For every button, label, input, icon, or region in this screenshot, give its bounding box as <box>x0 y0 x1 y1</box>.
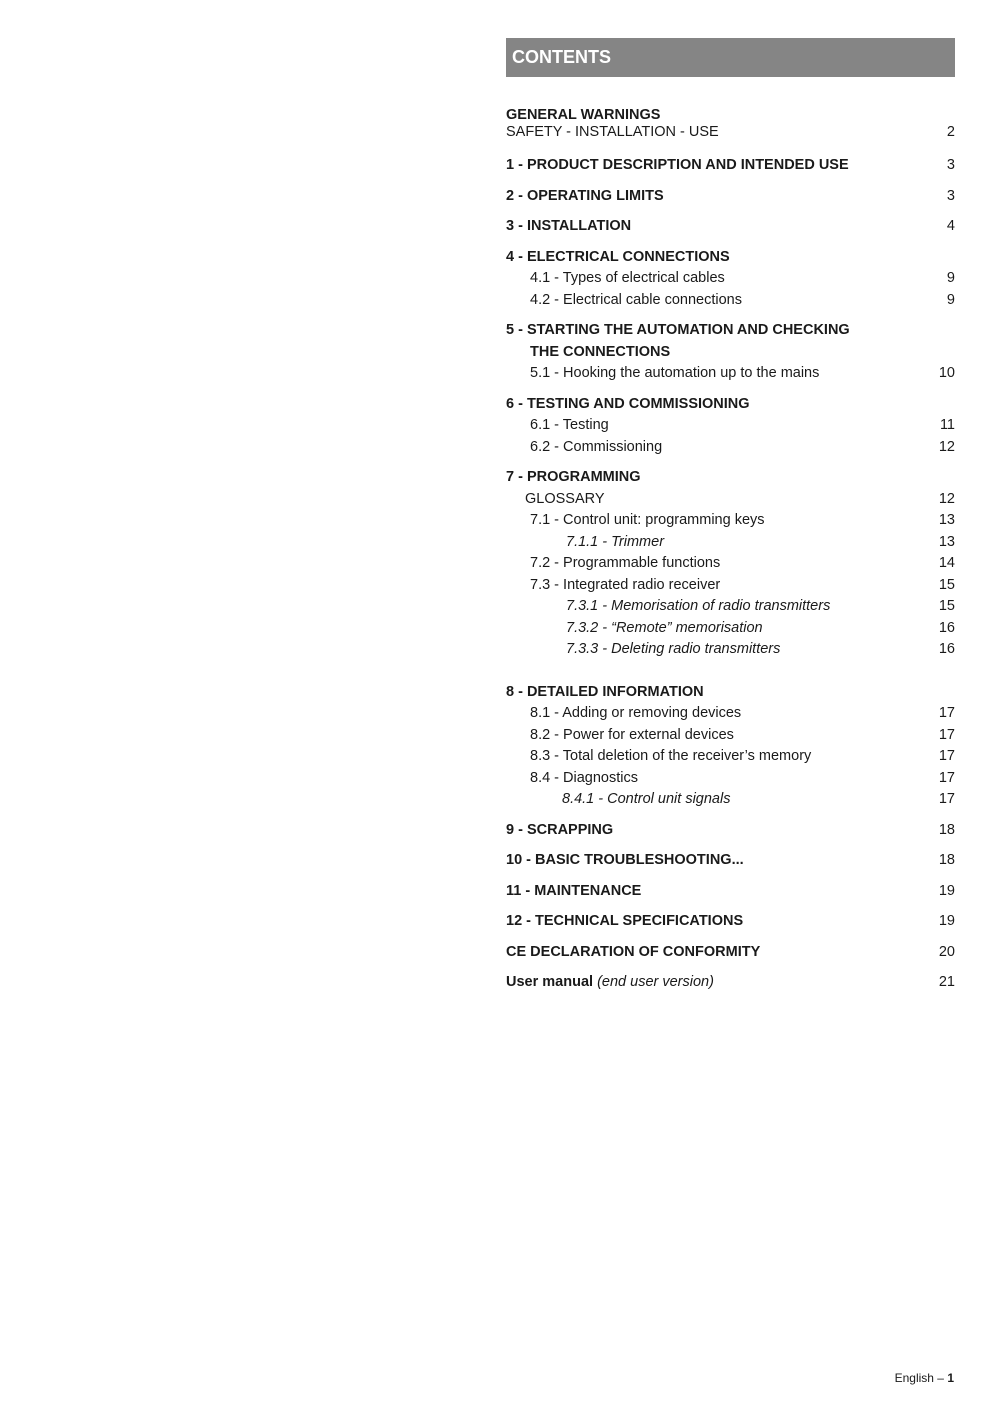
toc-page: 13 <box>938 533 955 550</box>
toc-page: 15 <box>938 598 955 614</box>
toc-entry-7-3 <box>506 575 955 597</box>
contents-header: CONTENTS <box>506 38 955 77</box>
toc-title: GENERAL WARNINGS <box>506 107 661 123</box>
toc-title: 11 - MAINTENANCE <box>506 882 642 899</box>
footer-language: English – <box>894 1371 944 1385</box>
toc-page: 16 <box>938 619 955 636</box>
toc-page: 12 <box>938 438 955 455</box>
toc-entry-4-2 <box>506 290 955 312</box>
toc-title: 2 - OPERATING LIMITS <box>506 187 664 204</box>
toc-entry-ce <box>506 942 955 964</box>
footer-page-number: 1 <box>947 1371 954 1385</box>
toc-entry-7-2 <box>506 553 955 575</box>
toc-title: 4.1 - Types of electrical cables <box>530 270 725 286</box>
toc-entry-3 <box>506 216 955 238</box>
toc-entry-11 <box>506 881 955 903</box>
toc-entry-12 <box>506 911 955 933</box>
toc-title: 3 - INSTALLATION <box>506 218 632 234</box>
toc-page: 17 <box>938 748 955 764</box>
toc-title <box>506 972 915 994</box>
toc-page: 3 <box>946 187 955 204</box>
toc-title: 12 - TECHNICAL SPECIFICATIONS <box>506 913 744 929</box>
toc-title: 7.2 - Programmable functions <box>530 555 721 571</box>
toc-title: 5.1 - Hooking the automation up to the mains <box>530 365 820 381</box>
toc-entry-general-warnings <box>506 107 955 124</box>
user-manual-label: User manual <box>506 974 594 990</box>
toc-page: 18 <box>938 821 955 838</box>
toc-page: 17 <box>938 726 955 743</box>
toc-title: 8.1 - Adding or removing devices <box>530 705 742 721</box>
toc-entry-7-1-1 <box>506 532 955 554</box>
toc-entry-5-cont <box>506 342 955 364</box>
toc-page: 14 <box>938 555 955 571</box>
toc-entry-6-1 <box>506 415 955 437</box>
toc-title: 6.2 - Commissioning <box>530 438 663 455</box>
toc-page: 12 <box>938 490 955 507</box>
toc-title: 7 - PROGRAMMING <box>506 469 641 485</box>
toc-page: 19 <box>938 913 955 929</box>
toc-entry-1 <box>506 155 955 177</box>
toc-page: 18 <box>938 852 955 868</box>
toc-title: 7.3.2 - “Remote” memorisation <box>566 619 763 636</box>
toc-entry-4-1 <box>506 268 955 290</box>
toc-entry-2 <box>506 186 955 208</box>
toc-title: 7.3.3 - Deleting radio transmitters <box>566 641 781 657</box>
toc-entry-safety <box>506 124 955 141</box>
toc-title: 4 - ELECTRICAL CONNECTIONS <box>506 248 730 265</box>
toc-title: 1 - PRODUCT DESCRIPTION AND INTENDED USE <box>506 157 849 173</box>
toc-page: 17 <box>938 705 955 721</box>
toc-title: 7.1.1 - Trimmer <box>566 533 665 550</box>
toc-page: 3 <box>946 157 955 173</box>
toc-title: 5 - STARTING THE AUTOMATION AND CHECKING <box>506 322 850 338</box>
toc-title: SAFETY - INSTALLATION - USE <box>506 124 719 140</box>
toc-title: CE DECLARATION OF CONFORMITY <box>506 943 761 960</box>
toc-page: 9 <box>946 270 955 286</box>
toc-page: 10 <box>938 365 955 381</box>
toc-title: 10 - BASIC TROUBLESHOOTING... <box>506 852 744 868</box>
toc-entry-8-1 <box>506 703 955 725</box>
toc-title: GLOSSARY <box>525 490 605 507</box>
toc-page: 13 <box>938 512 955 528</box>
table-of-contents <box>506 107 955 994</box>
toc-entry-7-3-2 <box>506 618 955 640</box>
toc-entry-4 <box>506 247 955 269</box>
toc-entry-8 <box>506 682 955 704</box>
toc-title: 8 - DETAILED INFORMATION <box>506 683 704 700</box>
toc-entry-10 <box>506 850 955 872</box>
user-manual-note: (end user version) <box>597 974 714 990</box>
toc-entry-6 <box>506 394 955 416</box>
toc-page: 17 <box>938 791 955 807</box>
toc-page: 9 <box>946 291 955 308</box>
toc-title: 7.1 - Control unit: programming keys <box>530 512 765 528</box>
toc-page: 15 <box>938 576 955 593</box>
toc-title: 6.1 - Testing <box>530 417 609 433</box>
toc-title: 4.2 - Electrical cable connections <box>530 291 742 308</box>
toc-page: 16 <box>938 641 955 657</box>
toc-page: 21 <box>938 974 955 990</box>
toc-page: 11 <box>939 417 955 433</box>
toc-entry-7-1 <box>506 510 955 532</box>
toc-title: 7.3.1 - Memorisation of radio transmitters <box>566 598 831 614</box>
toc-title: 8.4 - Diagnostics <box>530 769 638 786</box>
toc-entry-glossary <box>506 489 955 511</box>
toc-title: 8.3 - Total deletion of the receiver’s memory <box>530 748 812 764</box>
page-footer <box>895 1371 954 1385</box>
toc-title: 8.2 - Power for external devices <box>530 726 734 743</box>
toc-page: 20 <box>938 943 955 960</box>
toc-entry-5 <box>506 320 955 342</box>
toc-page: 4 <box>946 218 955 234</box>
toc-title: 6 - TESTING AND COMMISSIONING <box>506 395 750 412</box>
toc-page: 2 <box>946 124 955 140</box>
toc-entry-7-3-3 <box>506 639 955 661</box>
toc-entry-7-3-1 <box>506 596 955 618</box>
toc-entry-8-2 <box>506 725 955 747</box>
toc-title: 8.4.1 - Control unit signals <box>562 791 731 807</box>
toc-title: THE CONNECTIONS <box>530 343 671 360</box>
toc-page: 17 <box>938 769 955 786</box>
toc-entry-7 <box>506 467 955 489</box>
toc-entry-9 <box>506 820 955 842</box>
toc-entry-user-manual <box>506 972 955 994</box>
toc-page: 19 <box>938 882 955 899</box>
toc-entry-8-4-1 <box>506 789 955 811</box>
toc-title: 9 - SCRAPPING <box>506 821 614 838</box>
toc-entry-5-1 <box>506 363 955 385</box>
toc-entry-6-2 <box>506 437 955 459</box>
toc-title: 7.3 - Integrated radio receiver <box>530 576 721 593</box>
toc-entry-8-3 <box>506 746 955 768</box>
toc-entry-8-4 <box>506 768 955 790</box>
